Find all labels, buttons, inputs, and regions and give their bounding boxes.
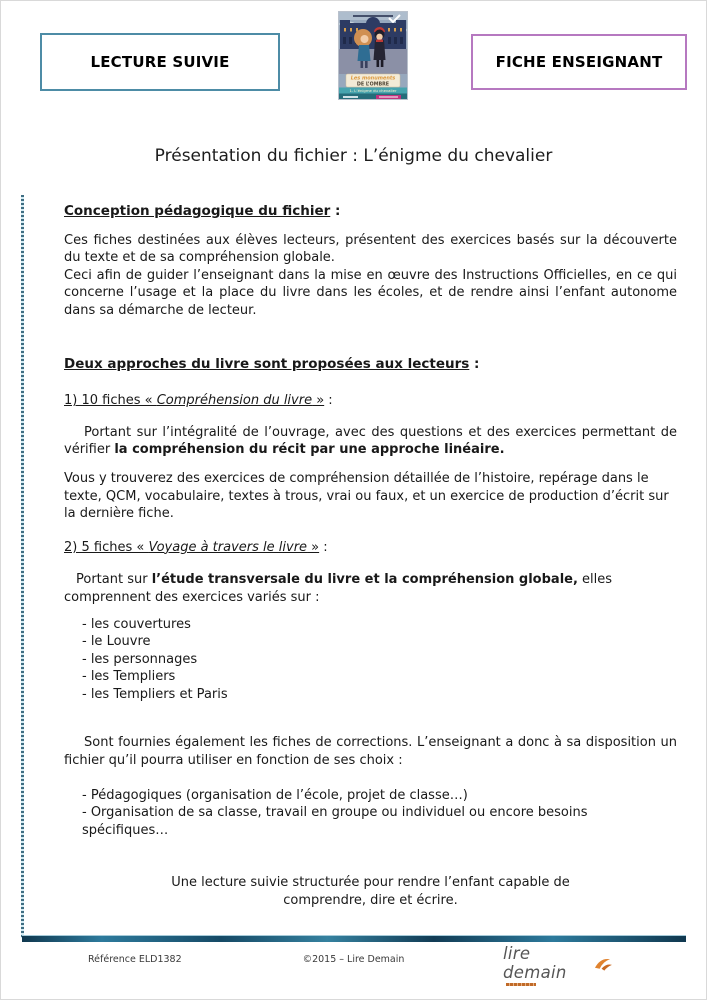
cover-series-line1: Les monuments (350, 75, 396, 82)
paragraph-conception-1: Ces fiches destinées aux élèves lecteurs, présentent des exercices basés sur la découverte du texte et de sa compréhension globale. (64, 232, 677, 266)
section-heading-approches: Deux approches du livre sont proposées aux lecteurs : (64, 355, 480, 372)
closing-statement: Une lecture suivie structurée pour rendre l’enfant capable de comprendre, dire et écrire. (171, 875, 570, 909)
list-item: - le Louvre (82, 634, 151, 650)
logo-tagline (506, 983, 536, 986)
logo-wordmark: lire demain (503, 944, 567, 982)
list-item: - Pédagogiques (organisation de l’école, projet de classe…) (82, 787, 468, 803)
footer-reference: Référence ELD1382 (88, 954, 182, 965)
paragraph-vous-y-trouverez: Vous y trouverez des exercices de compréhension détaillée de l’histoire, repérage dans le texte, QCM, vocabulaire, textes à trous, vrai ou faux, et un exercice de production d’écrit sur la dernière fiche. (64, 470, 669, 522)
document-body (64, 196, 677, 910)
themes-list (64, 616, 677, 704)
paragraph-conception-2: Ceci afin de guider l’enseignant dans la mise en œuvre des Instructions Officielles, en ce qui concerne l’usage et la place du livre dans les écoles, et de rendre ainsi l’enfant autonome dans sa démarche de lecteur. (64, 267, 677, 318)
fiche-enseignant-label: FICHE ENSEIGNANT (495, 53, 663, 71)
section-heading-conception: Conception pédagogique du fichier : (64, 203, 341, 219)
lecture-suivie-box (40, 33, 280, 91)
fiche-enseignant-box (471, 34, 687, 90)
paragraph-portant-etude: Portant sur l’étude transversale du livre et la compréhension globale, elles comprennent des exercices variés sur : (64, 572, 613, 605)
list-item: - les Templiers (82, 669, 176, 685)
subheading-fiches-voyage: 2) 5 fiches « Voyage à travers le livre » : (64, 539, 328, 555)
leaf-icon (594, 955, 613, 972)
list-item: - les couvertures (82, 616, 191, 632)
list-item: - les Templiers et Paris (82, 686, 228, 702)
cover-series-line2: DE L’OMBRE (356, 82, 390, 88)
paragraph-portant-integralite: Portant sur l’intégralité de l’ouvrage, avec des questions et des exercices permettant de vérifier la compréhension du récit par une approche linéaire. (64, 424, 677, 458)
left-dashed-rule (21, 195, 24, 938)
footer-copyright: ©2015 – Lire Demain (302, 954, 405, 965)
page-title: Présentation du fichier : L’énigme du chevalier (154, 146, 553, 166)
book-cover-image (338, 11, 408, 100)
paragraph-corrections: Sont fournies également les fiches de corrections. L’enseignant a donc à sa disposition un fichier qu’il pourra utiliser en fonction de ses choix : (64, 735, 677, 769)
lecture-suivie-label: LECTURE SUIVIE (90, 53, 230, 71)
lire-demain-logo (503, 944, 613, 986)
cover-authors-line (353, 15, 393, 17)
cover-volume-title: 1. L’énigme du chevalier (349, 88, 397, 93)
footer-divider-bar (22, 935, 686, 942)
list-item: - Organisation de sa classe, travail en groupe ou individuel ou encore besoins spécifiques… (82, 805, 588, 838)
list-item: - les personnages (82, 651, 198, 667)
choices-list (64, 787, 677, 840)
subheading-fiches-comprehension: 1) 10 fiches « Compréhension du livre » : (64, 393, 333, 409)
